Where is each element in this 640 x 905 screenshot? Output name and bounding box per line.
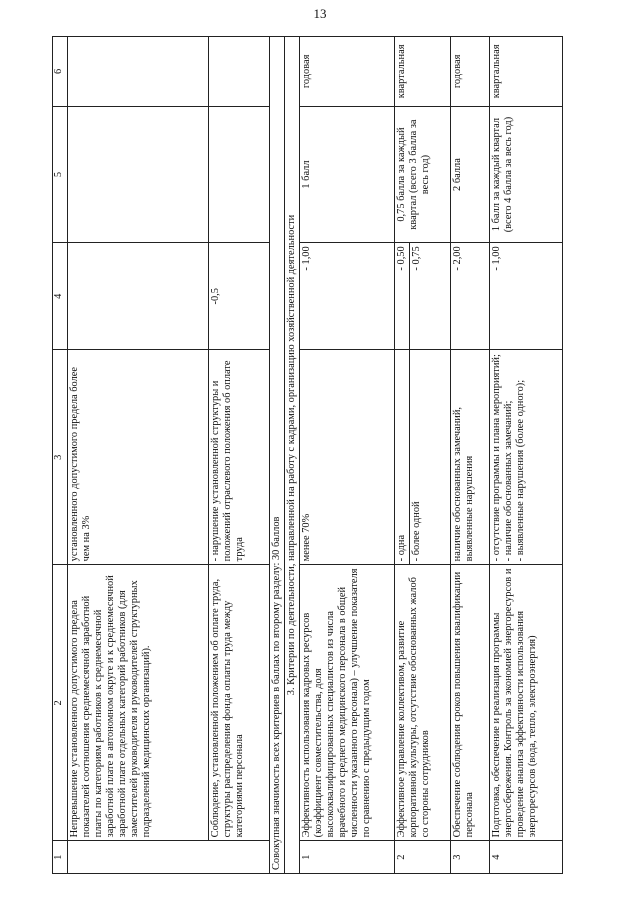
criterion-cell: Обеспечение соблюдения сроков повышения квалификации персонала [451, 565, 490, 841]
value-cell: - 1,00 [490, 243, 563, 350]
criterion-cell: Подготовка, обеспечение и реализация программы энергосбережения. Контроль за экономией энергоресурсов и проведение анализа эффективности использования энергоресурсов (вода, тепло, электроэнергия) [490, 565, 563, 841]
rotated-table-sheet [52, 36, 608, 874]
criteria-table [52, 36, 563, 874]
column-header: 6 [53, 37, 68, 107]
value-cell: - 1,00 [300, 243, 395, 350]
row-number: 4 [490, 841, 563, 874]
table-row [490, 37, 563, 874]
period-cell: квартальная [490, 37, 563, 107]
condition-cell: установленного допустимого предела более чем на 3% [68, 350, 209, 565]
column-header: 1 [53, 841, 68, 874]
table-row [209, 37, 270, 874]
period-cell: годовая [451, 37, 490, 107]
column-header: 2 [53, 565, 68, 841]
score-cell: 2 балла [451, 106, 490, 243]
section-title-row [285, 37, 300, 874]
score-cell: 1 балл [300, 106, 395, 243]
period-cell: квартальная [395, 37, 451, 107]
condition-cell: - одна [395, 350, 410, 565]
table-row [68, 37, 209, 874]
criterion-cell: Непревышение установленного допустимого предела показателей соотношения среднемесячной заработной платы по категориям работников к среднемесячной заработной плате в автономном округе и к среднемесячной заработной плате отдельных категорий работников (для заместителей руководителя и руководителей структурных подразделений медицинских организаций). [68, 565, 209, 841]
period-cell: годовая [300, 37, 395, 107]
condition-cell: - отсутствие программы и плана мероприятий; - наличие обоснованных замечаний; - выявленные нарушения (более одного); [490, 350, 563, 565]
score-cell: 1 балл за каждый квартал (всего 4 балла за весь год) [490, 106, 563, 243]
value-cell: - 0,75 [410, 243, 451, 350]
value-cell: - 2,00 [451, 243, 490, 350]
table-row [395, 37, 410, 874]
column-header: 3 [53, 350, 68, 565]
criterion-cell: Эффективность использования кадровых ресурсов (коэффициент совместительства, доля высококвалифицированных специалистов из числа врачебного и среднего медицинского персонала в общей численности указанного персонала) – улучшение показателя по сравнению с предыдущим годом [300, 565, 395, 841]
column-header: 5 [53, 106, 68, 243]
condition-cell: - нарушение установленной структуры и положений отраслевого положения об оплате труда [209, 350, 270, 565]
column-number-row [53, 37, 68, 874]
value-cell: -0,5 [209, 243, 270, 350]
criterion-cell: Соблюдение, установленной положением об оплате труда, структуры распределения фонда оплаты труда между категориями персонала [209, 565, 270, 841]
row-number: 1 [300, 841, 395, 874]
criterion-cell: Эффективное управление коллективом, развитие корпоративной культуры, отсутствие обоснованных жалоб со стороны сотрудников [395, 565, 451, 841]
table-row [451, 37, 490, 874]
table-row [300, 37, 395, 874]
page-number: 13 [313, 6, 327, 21]
section-title: 3. Критерии по деятельности, направленной на работу с кадрами, организацию хозяйственной деятельности [285, 37, 300, 874]
column-header: 4 [53, 243, 68, 350]
section-total: Совокупная значимость всех критериев в баллах по второму разделу: 30 баллов [270, 37, 285, 874]
condition-cell: менее 70% [300, 350, 395, 565]
row-number: 2 [395, 841, 451, 874]
value-cell: - 0,50 [395, 243, 410, 350]
score-cell: 0,75 балла за каждый квартал (всего 3 балла за весь год) [395, 106, 451, 243]
condition-cell: - более одной [410, 350, 451, 565]
section-total-row [270, 37, 285, 874]
row-number: 3 [451, 841, 490, 874]
condition-cell: наличие обоснованных замечаний, выявленные нарушения [451, 350, 490, 565]
